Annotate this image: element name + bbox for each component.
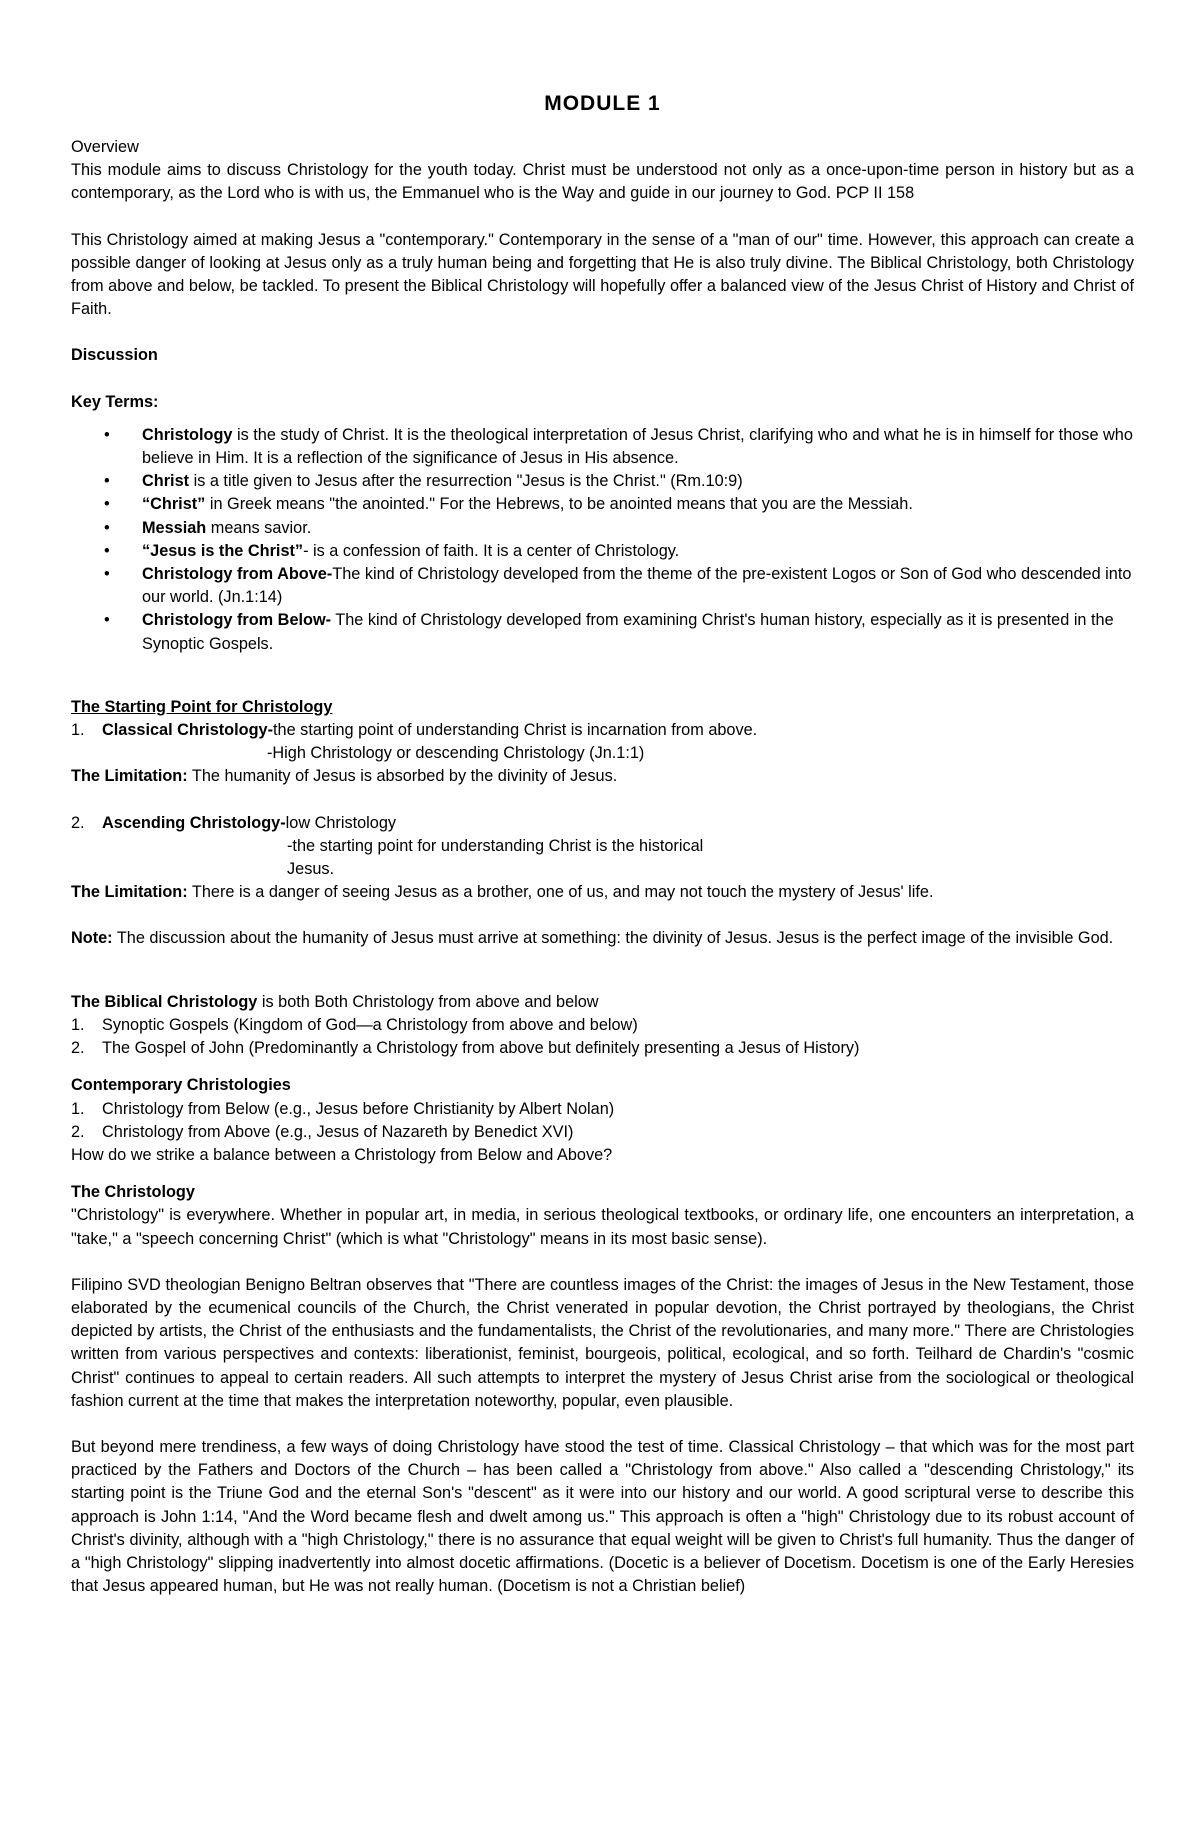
term-label: Christology — [142, 425, 233, 444]
list-item: 1. Synoptic Gospels (Kingdom of God—a Christology from above and below) — [71, 1015, 638, 1034]
list-item — [71, 563, 1134, 609]
term-definition: The kind of Christology developed from examining Christ's human history, especially as it is presented in the Synoptic Gospels. — [142, 611, 1114, 653]
list-item — [71, 424, 1134, 470]
term-label: “Jesus is the Christ” — [142, 541, 304, 560]
bullet-icon: • — [104, 425, 110, 444]
term-label: Christ — [142, 472, 190, 491]
starting-point-item-1-sub: -High Christology or descending Christology (Jn.1:1) — [267, 744, 645, 763]
starting-point-item-1: 1. Classical Christology-the starting point of understanding Christ is incarnation from above. — [71, 721, 758, 740]
starting-point-item-2: 2. Ascending Christology-low Christology — [71, 813, 397, 832]
bullet-icon: • — [104, 611, 110, 630]
bullet-icon: • — [104, 565, 110, 584]
biblical-christology-intro: The Biblical Christology is both Both Christology from above and below — [71, 992, 599, 1011]
the-christology-paragraph-2: Filipino SVD theologian Benigno Beltran observes that "There are countless images of the Christ: the images of Jesus in the New Testament, those elaborated by the ecumenical councils of the Church, the Christ venerated in popular devotion, the Christ portrayed by theologians, the Christ depicted by artists, the Christ of the enthusiasts and the fundamentalists, the Christ of the revolutionaries, and many more." There are Christologies written from various perspectives and contexts: liberationist, feminist, bourgeois, political, ecological, and so forth. Teilhard de Chardin's "cosmic Christ" continues to appeal to certain readers. All such attempts to interpret the mystery of Jesus Christ arise from the sociological or theological fashion current at the time that makes the interpretation noteworthy, popular, even plausible. — [71, 1275, 1134, 1410]
list-item — [71, 609, 1134, 655]
overview-paragraph-2: This Christology aimed at making Jesus a "contemporary." Contemporary in the sense of a "man of our" time. However, this approach can create a possible danger of looking at Jesus only as a truly human being and forgetting that He is also truly divine. The Biblical Christology, both Christology from above and below, be tackled. To present the Biblical Christology will hopefully offer a balanced view of the Jesus Christ of History and Christ of Faith. — [71, 230, 1134, 319]
bullet-icon: • — [104, 541, 110, 560]
key-terms-list — [71, 424, 1134, 656]
term-definition: is a title given to Jesus after the resurrection "Jesus is the Christ." (Rm.10:9) — [189, 472, 743, 491]
starting-point-item-2-sub-2: Jesus. — [287, 860, 335, 879]
bullet-icon: • — [104, 495, 110, 514]
the-christology-paragraph-1: "Christology" is everywhere. Whether in popular art, in media, in serious theological textbooks, or ordinary life, one encounters an interpretation, a "take," a "speech concerning Christ" (which is what "Christology" means in its most basic sense). — [71, 1206, 1134, 1248]
bullet-icon: • — [104, 518, 110, 537]
limitation-2: The Limitation: There is a danger of seeing Jesus as a brother, one of us, and may not touch the mystery of Jesus' life. — [71, 883, 934, 902]
term-definition: The kind of Christology developed from the theme of the pre-existent Logos or Son of God who descended into our world. (Jn.1:14) — [142, 565, 1132, 607]
the-christology-paragraph-3: But beyond mere trendiness, a few ways of doing Christology have stood the test of time. Classical Christology – that which was for the most part practiced by the Fathers and Doctors of the Church – has been called a "Christology from above." Also called a "descending Christology," its starting point is the Triune God and the eternal Son's "descent" as it were into our history and our world. A good scriptural verse to describe this approach is John 1:14, "And the Word became flesh and dwelt among us." This approach is often a "high" Christology due to its robust account of Christ's divinity, although with a "high Christology," there is no assurance that equal weight will be given to Christ's full humanity. Thus the danger of a "high Christology" slipping inadvertently into almost docetic affirmations. (Docetic is a believer of Docetism. Docetism is one of the Early Heresies that Jesus appeared human, but He was not really human. (Docetism is not a Christian belief) — [71, 1437, 1134, 1596]
list-item: 2. Christology from Above (e.g., Jesus of Nazareth by Benedict XVI) — [71, 1122, 574, 1141]
note-paragraph: Note: The discussion about the humanity of Jesus must arrive at something: the divinity of Jesus. Jesus is the perfect image of the invisible God. — [71, 929, 1114, 948]
list-item — [71, 470, 1134, 493]
list-item — [71, 540, 1134, 563]
contemporary-heading: Contemporary Christologies — [71, 1076, 291, 1095]
term-label: Messiah — [142, 518, 207, 537]
limitation-1: The Limitation: The humanity of Jesus is absorbed by the divinity of Jesus. — [71, 767, 618, 786]
bullet-icon: • — [104, 472, 110, 491]
term-definition: means savior. — [206, 518, 312, 537]
list-item — [71, 517, 1134, 540]
starting-point-heading: The Starting Point for Christology — [71, 697, 333, 716]
list-item: 1. Christology from Below (e.g., Jesus before Christianity by Albert Nolan) — [71, 1099, 615, 1118]
overview-paragraph-1: This module aims to discuss Christology for the youth today. Christ must be understood not only as a once-upon-time person in history but as a contemporary, as the Lord who is with us, the Emmanuel who is the Way and guide in our journey to God. PCP II 158 — [71, 161, 1134, 203]
contemporary-question: How do we strike a balance between a Christology from Below and Above? — [71, 1145, 613, 1164]
starting-point-item-2-sub-1: -the starting point for understanding Christ is the historical — [287, 836, 704, 855]
term-definition: in Greek means "the anointed." For the Hebrews, to be anointed means that you are the Messiah. — [205, 495, 913, 514]
term-label: Christology from Below- — [142, 611, 332, 630]
list-item: 2. The Gospel of John (Predominantly a Christology from above but definitely presenting a Jesus of History) — [71, 1039, 860, 1058]
key-terms-heading: Key Terms: — [71, 392, 159, 411]
page-title: MODULE 1 — [544, 92, 661, 115]
the-christology-heading: The Christology — [71, 1183, 195, 1202]
overview-heading: Overview — [71, 138, 139, 156]
term-definition: - is a confession of faith. It is a center of Christology. — [303, 541, 680, 560]
term-label: Christology from Above- — [142, 565, 333, 584]
term-label: “Christ” — [142, 495, 206, 514]
discussion-heading: Discussion — [71, 346, 158, 365]
list-item — [71, 493, 1134, 516]
term-definition: is the study of Christ. It is the theological interpretation of Jesus Christ, clarifying who and what he is in himself for those who believe in Him. It is a reflection of the significance of Jesus in His absence. — [142, 425, 1133, 468]
